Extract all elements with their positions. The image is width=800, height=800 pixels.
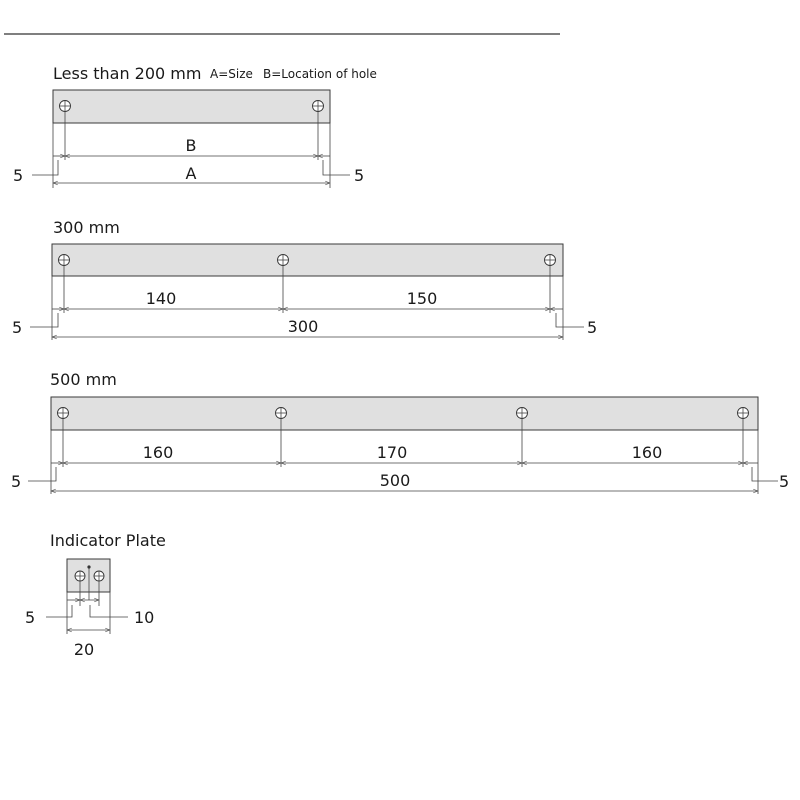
hole-icon — [59, 255, 70, 266]
plate-500 — [51, 397, 758, 430]
hole-icon — [94, 571, 104, 581]
hole-icon — [276, 408, 287, 419]
span-160-left: 160 — [142, 443, 174, 462]
total-500: 500 — [379, 471, 411, 490]
section1-title: Less than 200 mm — [53, 64, 202, 83]
hole-icon — [60, 101, 71, 112]
edge-left-5: 5 — [12, 318, 23, 337]
edge-left-5: 5 — [11, 472, 22, 491]
label-b: B — [185, 136, 197, 155]
hole-icon — [313, 101, 324, 112]
total-20: 20 — [73, 640, 95, 659]
edge-right-5: 5 — [587, 318, 598, 337]
hole-icon — [278, 255, 289, 266]
hole-icon — [545, 255, 556, 266]
total-300: 300 — [287, 317, 319, 336]
plate-small — [53, 90, 330, 123]
section3-title: 500 mm — [50, 370, 117, 389]
span-150: 150 — [406, 289, 438, 308]
section2-title: 300 mm — [53, 218, 120, 237]
span-170: 170 — [376, 443, 408, 462]
legend-hole-location: B=Location of hole — [263, 67, 377, 81]
legend-size: A=Size — [210, 67, 253, 81]
hole-icon — [75, 571, 85, 581]
edge-left-5: 5 — [25, 608, 36, 627]
label-a: A — [185, 164, 197, 183]
hole-icon — [738, 408, 749, 419]
section4-title: Indicator Plate — [50, 531, 166, 550]
section-300 — [12, 218, 597, 340]
section-500 — [11, 370, 789, 494]
span-160-right: 160 — [631, 443, 663, 462]
edge-right-5: 5 — [354, 166, 365, 185]
section-less-than-200 — [13, 64, 377, 188]
span-140: 140 — [145, 289, 177, 308]
hole-spacing-10: 10 — [134, 608, 155, 627]
hole-icon — [58, 408, 69, 419]
plate-300 — [52, 244, 563, 276]
section-indicator-plate — [25, 531, 166, 659]
edge-left-5: 5 — [13, 166, 24, 185]
edge-right-5: 5 — [779, 472, 790, 491]
hole-icon — [517, 408, 528, 419]
